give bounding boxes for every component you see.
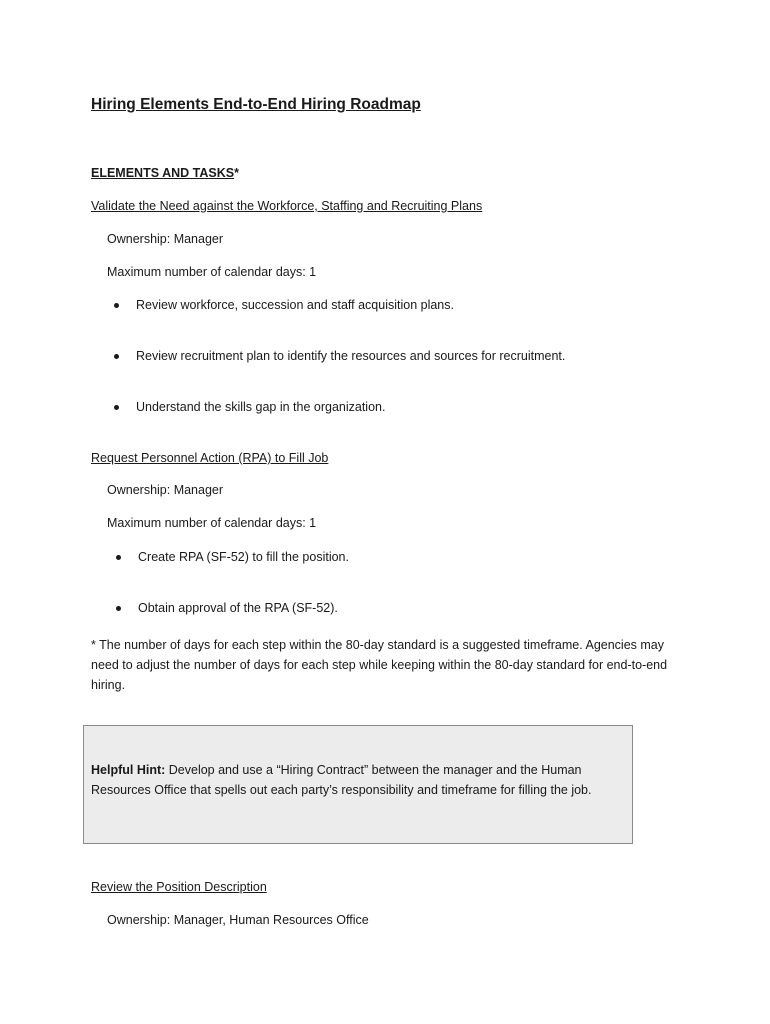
step-max-days: Maximum number of calendar days: 1 [107, 516, 317, 530]
step-ownership: Ownership: Manager, Human Resources Office [107, 913, 369, 927]
bullet-icon [116, 606, 121, 611]
task-item: Understand the skills gap in the organization. [136, 400, 386, 414]
bullet-icon [114, 354, 119, 359]
step-ownership: Ownership: Manager [107, 232, 224, 246]
step-heading: Validate the Need against the Workforce, Staffing and Recruiting Plans [91, 199, 483, 213]
task-item: Review recruitment plan to identify the resources and sources for recruitment. [136, 349, 566, 363]
step-heading: Review the Position Description [91, 880, 267, 894]
step-heading: Request Personnel Action (RPA) to Fill Job [91, 451, 329, 465]
section-heading [91, 165, 239, 181]
section-heading-text: ELEMENTS AND TASKS [91, 166, 235, 180]
document-title: Hiring Elements End-to-End Hiring Roadmap [91, 96, 421, 113]
helpful-hint-body: Develop and use a “Hiring Contract” between the manager and the Human Resources Office that spells out each party’s responsibility and timeframe for filling the job. [91, 763, 592, 797]
helpful-hint-box [83, 725, 633, 844]
task-item: Create RPA (SF-52) to fill the position. [138, 550, 349, 564]
step-max-days: Maximum number of calendar days: 1 [107, 265, 317, 279]
bullet-icon [114, 405, 119, 410]
task-item: Review workforce, succession and staff acquisition plans. [136, 298, 454, 312]
helpful-hint-label: Helpful Hint: [91, 763, 166, 777]
helpful-hint-text [91, 760, 621, 800]
section-heading-asterisk: * [234, 166, 239, 180]
footnote: * The number of days for each step within the 80-day standard is a suggested timeframe. Agencies may need to adjust the number of days for each step while keeping within the 80-day standard for end-to-end hiring. [91, 638, 668, 692]
bullet-icon [114, 303, 119, 308]
step-ownership: Ownership: Manager [107, 483, 224, 497]
bullet-icon [116, 555, 121, 560]
task-item: Obtain approval of the RPA (SF-52). [138, 601, 338, 615]
